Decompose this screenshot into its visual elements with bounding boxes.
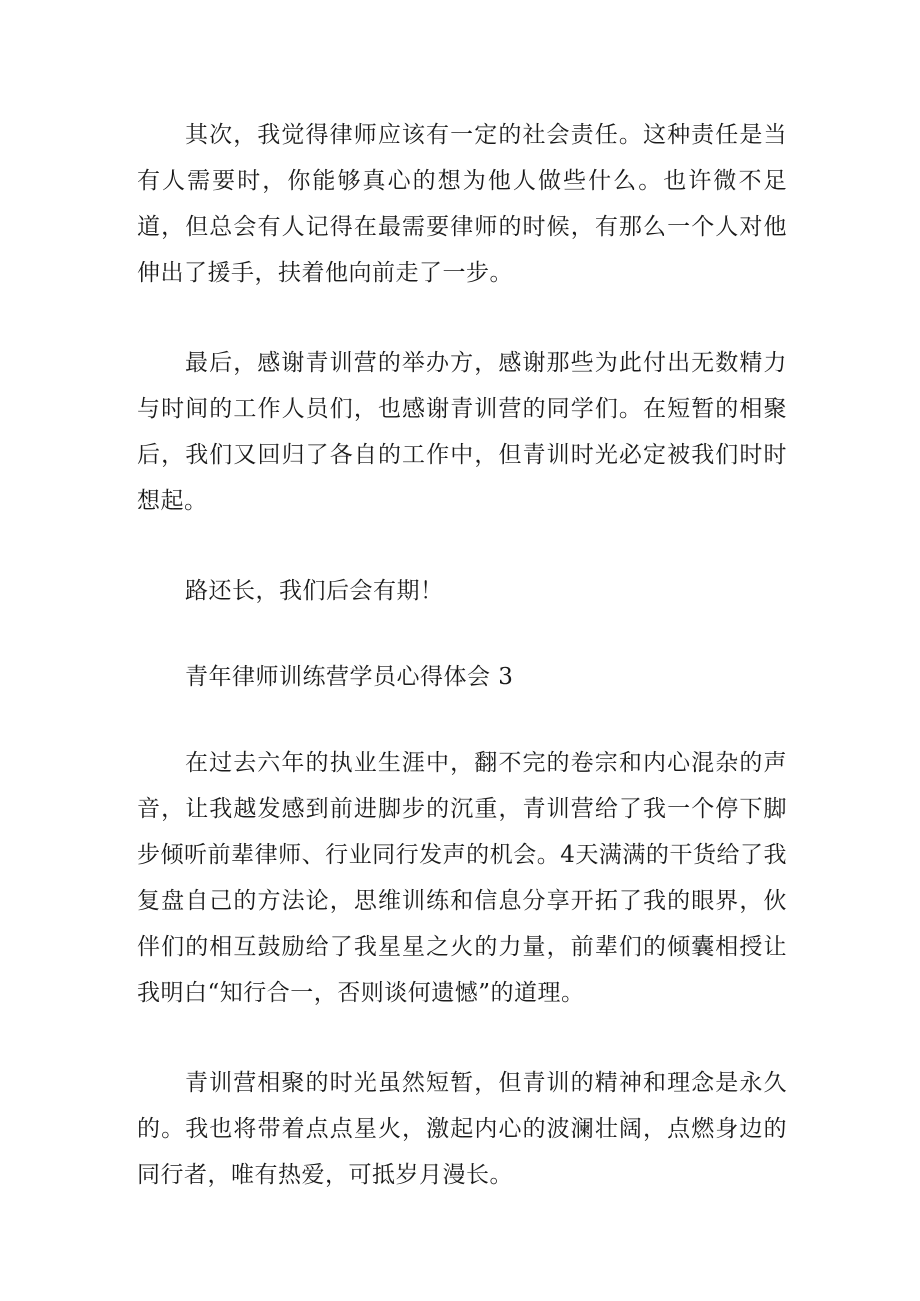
paragraph-spirit: 青训营相聚的时光虽然短暂，但青训的精神和理念是永久的。我也将带着点点星火，激起内心的波澜壮阔，点燃身边的同行者，唯有热爱，可抵岁月漫长。 [137, 1070, 787, 1188]
document-body [137, 112, 787, 1242]
paragraph-thanks: 最后，感谢青训营的举办方，感谢那些为此付出无数精力与时间的工作人员们，也感谢青训营的同学们。在短暂的相聚后，我们又回归了各自的工作中，但青训时光必定被我们时时想起。 [137, 350, 787, 514]
paragraph-social-responsibility: 其次，我觉得律师应该有一定的社会责任。这种责任是当有人需要时，你能够真心的想为他人做些什么。也许微不足道，但总会有人记得在最需要律师的时候，有那么一个人对他伸出了援手，扶着他向前走了一步。 [137, 122, 787, 286]
paragraph-farewell: 路还长，我们后会有期！ [185, 578, 444, 604]
paragraph-experience: 在过去六年的执业生涯中，翻不完的卷宗和内心混杂的声音，让我越发感到前进脚步的沉重，青训营给了我一个停下脚步倾听前辈律师、行业同行发声的机会。4天满满的干货给了我复盘自己的方法论，思维训练和信息分享开拓了我的眼界，伙伴们的相互鼓励给了我星星之火的力量，前辈们的倾囊相授让我明白“知行合一，否则谈何遗憾”的道理。 [137, 750, 787, 1006]
section-title: 青年律师训练营学员心得体会 3 [185, 664, 514, 690]
